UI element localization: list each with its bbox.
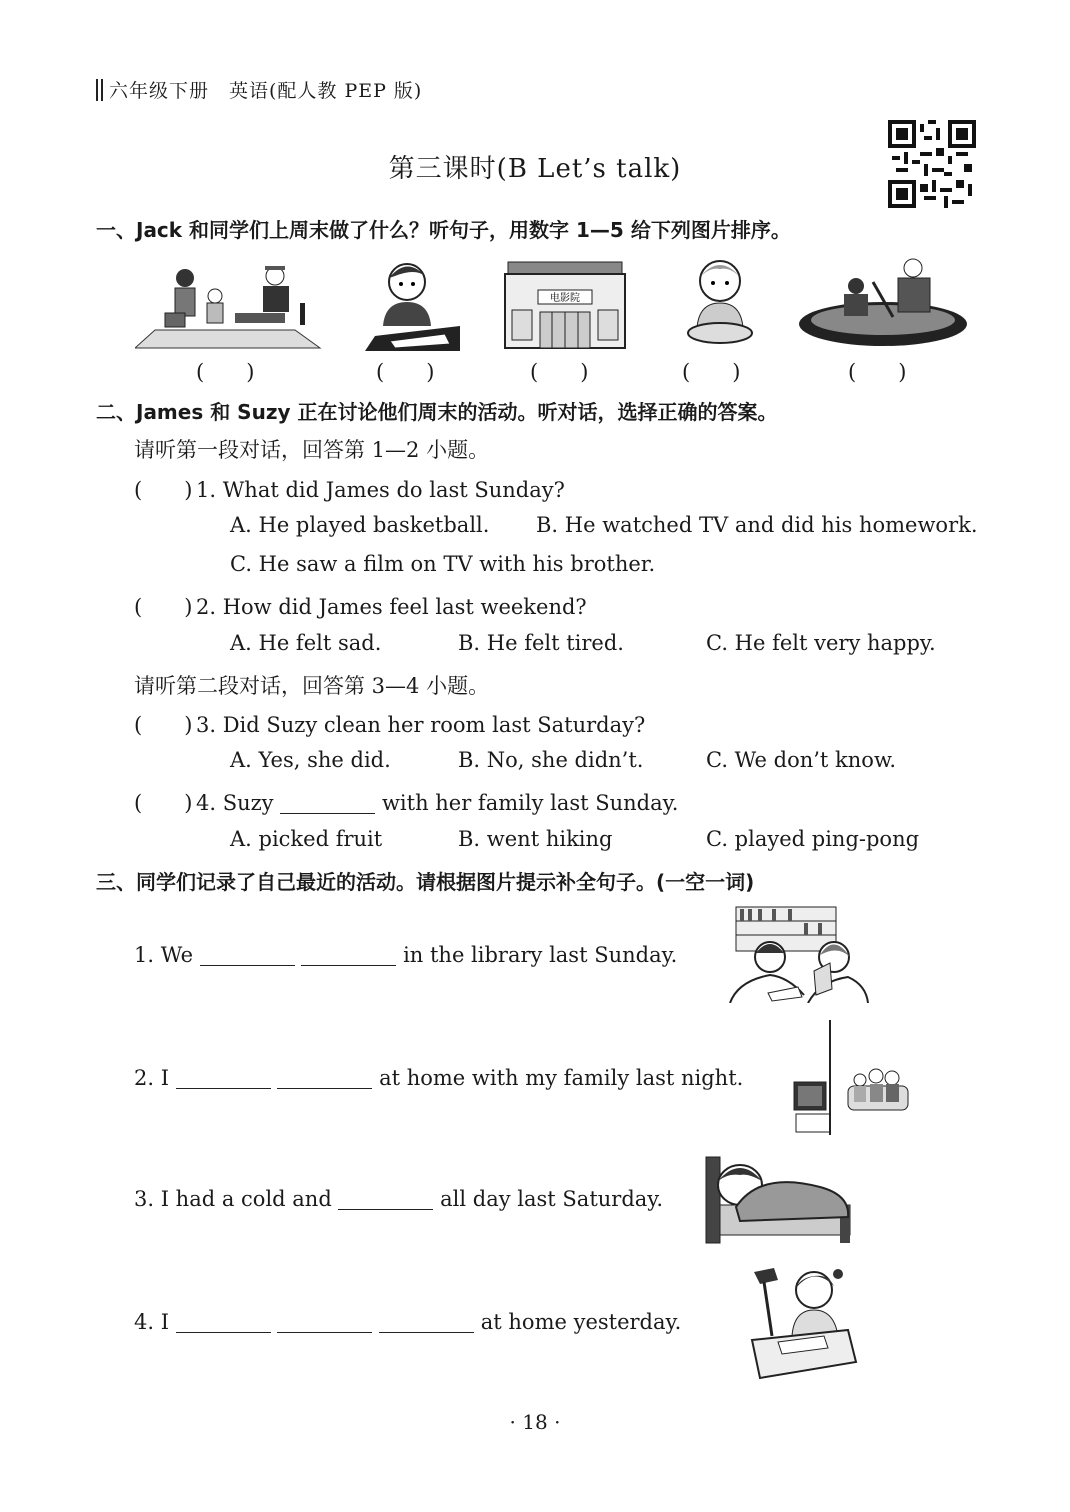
sentence-4-pre: 4. I <box>134 1310 170 1334</box>
q3-option-b: B. No, she didn’t. <box>458 748 644 772</box>
q2-option-c: C. He felt very happy. <box>706 631 936 655</box>
question-3-text: 3. Did Suzy clean her room last Saturday? <box>196 713 646 737</box>
s2-blank-2[interactable] <box>277 1087 372 1089</box>
q2-option-b: B. He felt tired. <box>458 631 624 655</box>
order-blank-5[interactable]: ( ) <box>848 360 907 384</box>
question-1-text: 1. What did James do last Sunday? <box>196 478 565 502</box>
q4-option-b: B. went hiking <box>458 827 613 851</box>
boy-writing-homework-image <box>365 256 460 351</box>
girl-in-bed-image <box>700 1155 856 1245</box>
q4-fill-blank[interactable] <box>280 812 375 814</box>
question-4-pre: 4. Suzy <box>196 791 274 815</box>
s2-blank-1[interactable] <box>176 1087 271 1089</box>
order-blank-1[interactable]: ( ) <box>196 360 255 384</box>
q2-option-a: A. He felt sad. <box>230 631 382 655</box>
sentence-4 <box>134 1310 681 1334</box>
q1-option-c: C. He saw a film on TV with his brother. <box>230 552 656 576</box>
girl-washing-clothes-image <box>675 253 765 348</box>
sentence-2-pre: 2. I <box>134 1066 170 1090</box>
answer-blank-4[interactable]: ( ) <box>134 791 193 815</box>
question-2-text: 2. How did James feel last weekend? <box>196 595 587 619</box>
q1-option-b: B. He watched TV and did his homework. <box>536 513 978 537</box>
question-4-post: with her family last Sunday. <box>381 791 679 815</box>
qr-code-icon <box>888 120 976 208</box>
girl-studying-desk-image <box>748 1266 858 1381</box>
q4-option-a: A. picked fruit <box>230 827 383 851</box>
s1-blank-2[interactable] <box>301 964 396 966</box>
answer-blank-2[interactable]: ( ) <box>134 595 193 619</box>
sentence-1-pre: 1. We <box>134 943 194 967</box>
sentence-3-post: all day last Saturday. <box>440 1187 664 1211</box>
s3-blank-1[interactable] <box>338 1208 433 1210</box>
header-text: 六年级下册 英语(配人教 PEP 版) <box>109 80 423 102</box>
page-number: · 18 · <box>509 1410 561 1434</box>
watching-tv-family-image <box>790 1020 912 1135</box>
order-blank-2[interactable]: ( ) <box>376 360 435 384</box>
question-2 <box>134 591 587 621</box>
sentence-3-pre: 3. I had a cold and <box>134 1187 332 1211</box>
boat-rowing-image <box>798 252 968 350</box>
section2-heading: 二、James 和 Suzy 正在讨论他们周末的活动。听对话，选择正确的答案。 <box>96 400 778 424</box>
dialogue1-instruction: 请听第一段对话，回答第 1—2 小题。 <box>134 438 490 462</box>
section1-heading: 一、Jack 和同学们上周末做了什么？听句子，用数字 1—5 给下列图片排序。 <box>96 218 791 242</box>
answer-blank-3[interactable]: ( ) <box>134 713 193 737</box>
s4-blank-1[interactable] <box>176 1331 271 1333</box>
section3-heading: 三、同学们记录了自己最近的活动。请根据图片提示补全句子。(一空一词) <box>96 870 755 894</box>
s4-blank-2[interactable] <box>277 1331 372 1333</box>
answer-blank-1[interactable]: ( ) <box>134 478 193 502</box>
sentence-3 <box>134 1187 663 1211</box>
picnic-family-image <box>135 258 325 350</box>
sentence-1 <box>134 943 677 967</box>
s1-blank-1[interactable] <box>200 964 295 966</box>
sentence-4-post: at home yesterday. <box>480 1310 682 1334</box>
lesson-title: 第三课时(B Let’s talk) <box>388 154 682 184</box>
cinema-sign: 电影院 <box>550 293 580 304</box>
q4-option-c: C. played ping-pong <box>706 827 920 851</box>
sentence-2 <box>134 1066 743 1090</box>
sentence-1-post: in the library last Sunday. <box>403 943 678 967</box>
s4-blank-3[interactable] <box>379 1331 474 1333</box>
order-blank-4[interactable]: ( ) <box>682 360 741 384</box>
page-header <box>96 76 422 103</box>
q1-option-a: A. He played basketball. <box>230 513 490 537</box>
question-3 <box>134 709 645 739</box>
question-4 <box>134 787 678 817</box>
library-reading-image <box>728 905 870 1003</box>
cinema-image <box>500 260 630 350</box>
order-blank-3[interactable]: ( ) <box>530 360 589 384</box>
question-1 <box>134 474 565 504</box>
dialogue2-instruction: 请听第二段对话，回答第 3—4 小题。 <box>134 674 490 698</box>
q3-option-c: C. We don’t know. <box>706 748 897 772</box>
sentence-2-post: at home with my family last night. <box>379 1066 744 1090</box>
q3-option-a: A. Yes, she did. <box>230 748 391 772</box>
